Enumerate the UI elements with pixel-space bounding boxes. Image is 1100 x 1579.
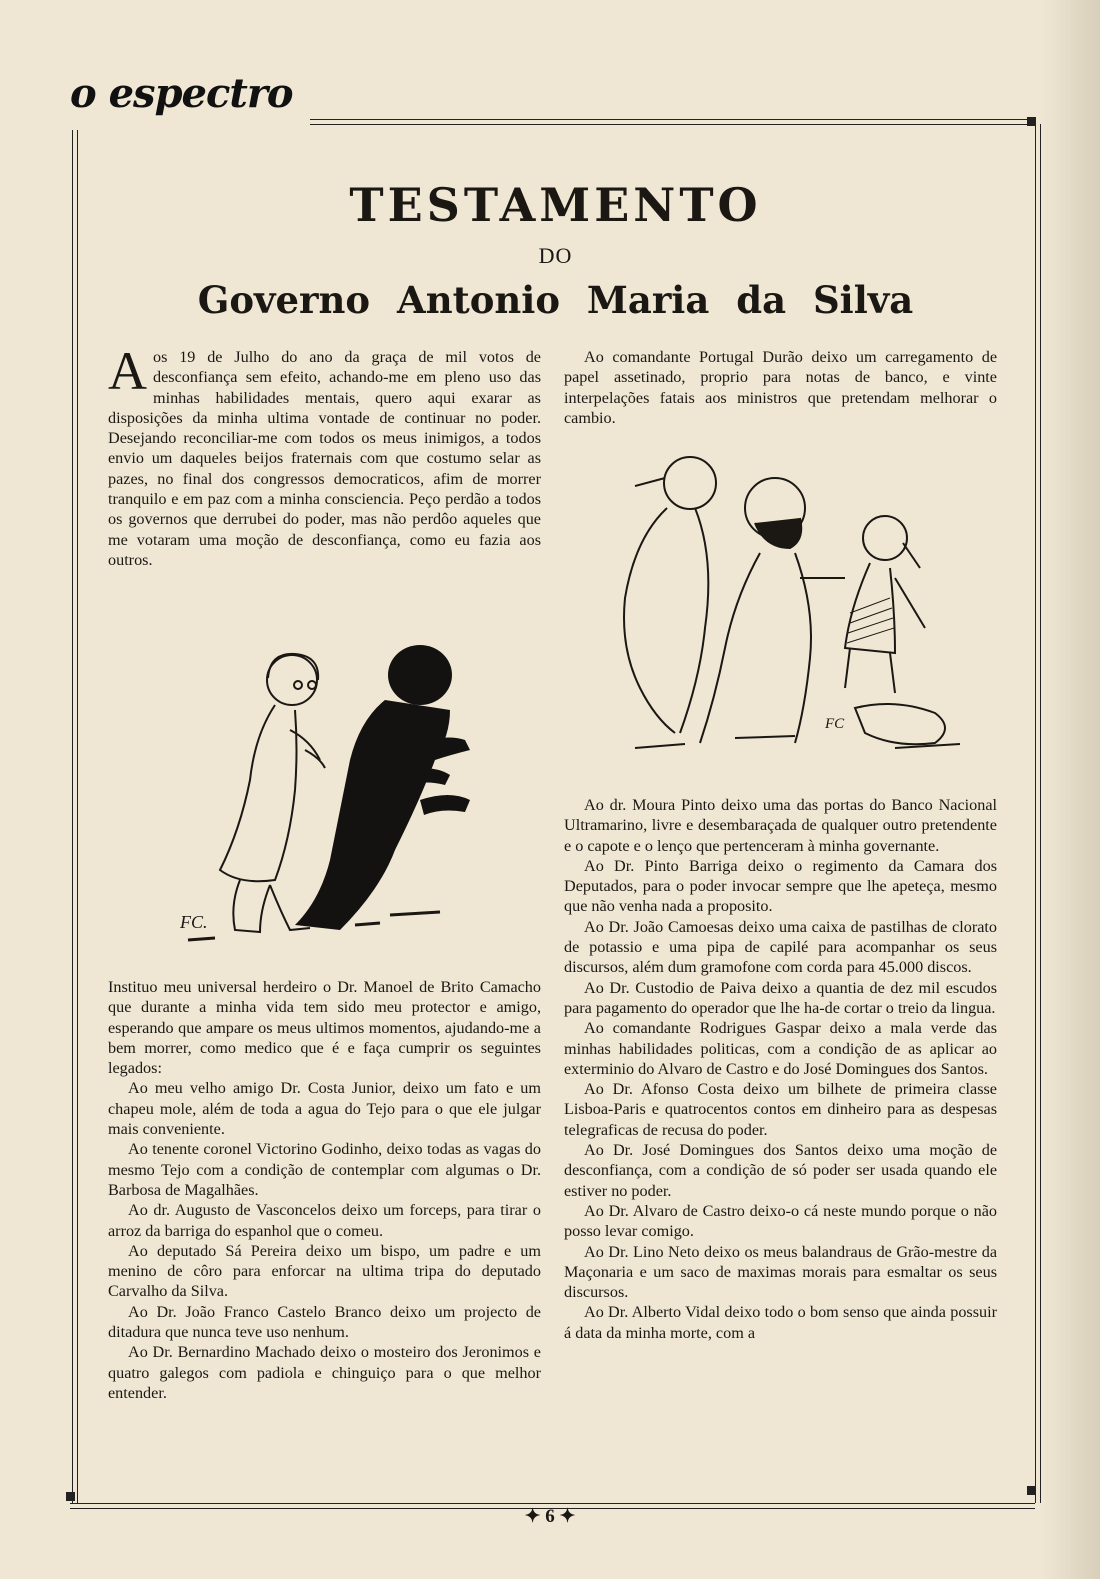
left-illustration-signature: FC. [180,912,208,932]
left-frame-rule [72,130,78,1503]
corner-ornament [1027,117,1036,126]
right-column-intro-bequest [564,347,997,428]
intro-text: os 19 de Julho do ano da graça de mil votos de desconfiança sem efeito, achando-me em pleno uso das minhas habilidades mentais, quero aqui exarar as disposições da minha ultima vontade de continuar no poder. Desejando reconciliar-me com todos os meus inimigos, a todos envio um daqueles beijos fraternais com que costumo selar as pazes, no final dos congressos democraticos, afim de morrer tranquilo e em paz com a minha consciencia. Peço perdão a todos os governos que derrubei do poder, mas não perdôo aqueles que me votaram uma moção de desconfiança, como eu fazia aos outros. [108,348,541,569]
bequest-paragraph: Ao dr. Moura Pinto deixo uma das portas do Banco Nacional Ultramarino, livre e desembaraçada de qualquer outro pretendente e o capote e o lenço que pertenceram à minha governante. [564,796,997,855]
corner-ornament [66,1492,75,1501]
shadow-figure [295,645,470,930]
top-rule [310,119,1035,125]
bequest-paragraph: Ao Dr. Afonso Costa deixo um bilhete de primeira classe Lisboa-Paris e quatrocentos contos em dinheiro para as despesas telegraficas de recusa do poder. [564,1080,997,1139]
page-edge-shading [1040,0,1100,1579]
article-subtitle-connector: DO [538,243,573,268]
article-subtitle: Governo Antonio Maria da Silva [197,278,914,322]
right-column-bequests [564,795,997,1343]
page-number: ✦ 6 ✦ [524,1506,576,1527]
bequest-paragraph: Ao Dr. João Camoesas deixo uma caixa de pastilhas de clorato de potassio e uma pipa de capilé para acompanhar os seus discursos, além dum gramofone com corda para 45.000 discos. [564,917,997,977]
article-title: TESTAMENTO [349,178,762,232]
bequest-paragraph: Ao Dr. José Domingues dos Santos deixo uma moção de desconfiança, com a condição de só poder ser usada quando ele estiver no poder. [564,1141,997,1200]
ground-strokes [635,736,960,748]
intro-paragraph [108,341,541,570]
drop-cap: A [108,341,147,401]
bequest-paragraph: Ao Dr. Lino Neto deixo os meus balandraus de Grão-mestre da Maçonaria e um saco de maximas morais para esmaltar os seus discursos. [564,1242,997,1302]
bequest-paragraph: Instituo meu universal herdeiro o Dr. Manoel de Brito Camacho que durante a minha vida tem sido meu protector e amigo, esperando que ampare os meus ultimos momentos, ajudando-me a bem morrer, como medico que é e faça cumprir os seguintes legados: [108,978,541,1078]
left-column-bequests [108,977,541,1403]
bequest-paragraph: Ao Dr. Pinto Barriga deixo o regimento da Camara dos Deputados, para o poder invocar sempre que lhe apeteça, mesmo que não venha nada a proposito. [564,856,997,916]
bequest-paragraph: Ao comandante Rodrigues Gaspar deixo a mala verde das minhas habilidades politicas, com a condição de as aplicar ao exterminio do Alvaro de Castro e do José Domingues dos Santos. [564,1019,997,1078]
bequest-paragraph: Ao Dr. Bernardino Machado deixo o mosteiro dos Jeronimos e quatro galegos com padiola e chinguiço para o que melhor entender. [108,1343,541,1402]
right-illustration-signature: FC [825,716,845,732]
bequest-paragraph: Ao dr. Augusto de Vasconcelos deixo um forceps, para tirar o arroz da barriga do espanhol que o comeu. [108,1201,541,1240]
corner-ornament [1027,1486,1036,1495]
right-frame-rule [1035,124,1041,1503]
left-cartoon-illustration [180,640,490,950]
bequest-paragraph: Ao Dr. João Franco Castelo Branco deixo um projecto de ditadura que nunca teve uso nenhum. [108,1302,541,1342]
right-cartoon-illustration [595,448,975,768]
bequest-paragraph: Ao comandante Portugal Durão deixo um carregamento de papel assetinado, proprio para notas de banco, e vinte interpelações fatais aos ministros que pretendam melhorar o cambio. [564,348,997,427]
bequest-paragraph: Ao tenente coronel Victorino Godinho, deixo todas as vagas do mesmo Tejo com a condição de contemplar com algumas o Dr. Barbosa de Magalhães. [108,1140,541,1199]
caricature-figures [624,457,945,744]
masthead-logo: o espectro [70,70,293,117]
old-woman-figure [220,654,325,932]
bequest-paragraph: Ao Dr. Custodio de Paiva deixo a quantia de dez mil escudos para pagamento do operador que lhe ha-de cortar o treio da lingua. [564,978,997,1017]
bequest-paragraph: Ao Dr. Alvaro de Castro deixo-o cá neste mundo porque o não posso levar comigo. [564,1201,997,1241]
bequest-paragraph: Ao meu velho amigo Dr. Costa Junior, deixo um fato e um chapeu mole, além de toda a agua do Tejo para o que ele julgar mais conveniente. [108,1079,541,1139]
bequest-paragraph: Ao Dr. Alberto Vidal deixo todo o bom senso que ainda possuir á data da minha morte, com a [564,1303,997,1342]
bequest-paragraph: Ao deputado Sá Pereira deixo um bispo, um padre e um menino de côro para enforcar na ultima tripa do deputado Carvalho da Silva. [108,1241,541,1301]
